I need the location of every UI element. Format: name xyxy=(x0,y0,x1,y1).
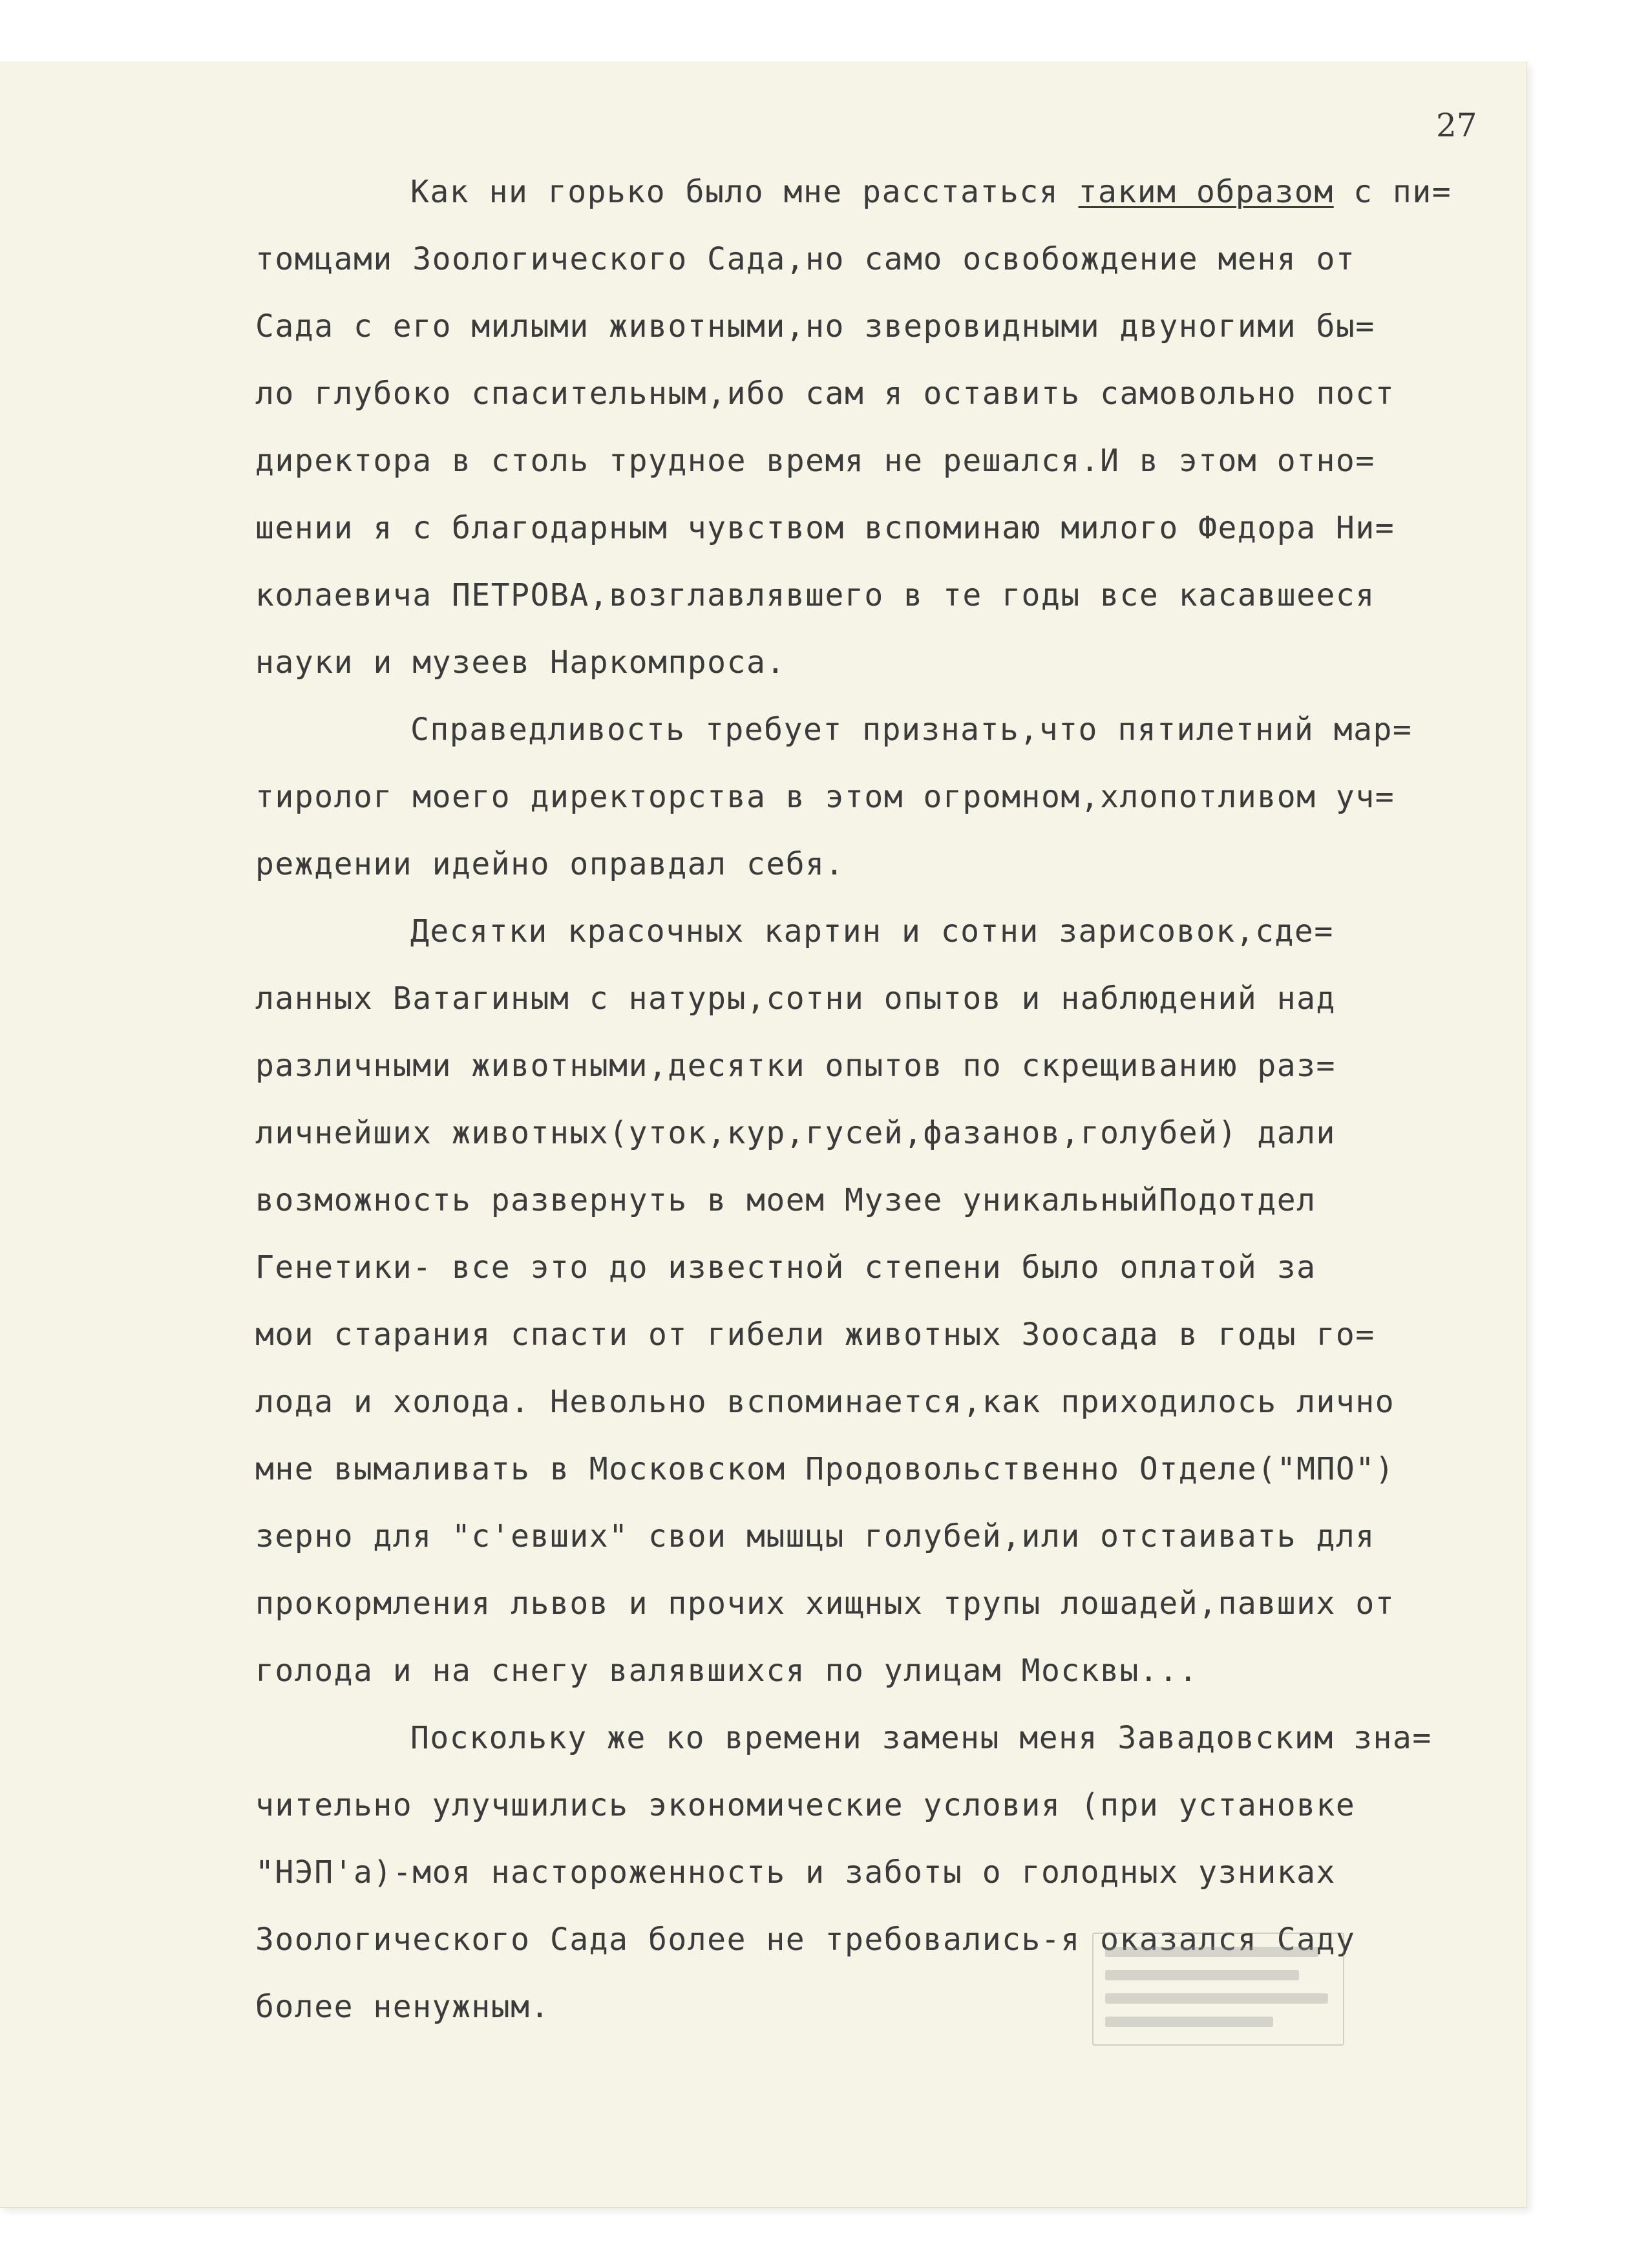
text-segment: колаевича ПЕТРОВА,возглавлявшего в те годы все касавшееся xyxy=(255,577,1375,613)
text-line xyxy=(255,898,1522,965)
text-segment: Генетики- все это до известной степени было оплатой за xyxy=(255,1249,1316,1286)
text-segment: чительно улучшились экономические условия (при установке xyxy=(255,1787,1356,1823)
text-segment: реждении идейно оправдал себя. xyxy=(255,846,845,882)
text-line xyxy=(255,226,1522,293)
text-line xyxy=(255,1772,1522,1839)
text-line xyxy=(255,1637,1522,1704)
archive-stamp xyxy=(1092,1933,1344,2046)
text-segment: Поскольку же ко времени замены меня Завадовским зна= xyxy=(410,1720,1432,1756)
text-line xyxy=(255,1167,1522,1234)
text-segment: прокормления львов и прочих хищных трупы лошадей,павших от xyxy=(255,1585,1395,1622)
text-segment: ло глубоко спасительным,ибо сам я оставить самовольно пост xyxy=(255,376,1395,412)
text-segment: лода и холода. Невольно вспоминается,как приходилось лично xyxy=(255,1384,1395,1420)
text-segment: ланных Ватагиным с натуры,сотни опытов и наблюдений над xyxy=(255,980,1336,1017)
text-line xyxy=(255,965,1522,1032)
text-line xyxy=(255,1436,1522,1503)
text-line xyxy=(255,562,1522,629)
text-line xyxy=(255,629,1522,696)
text-line xyxy=(255,293,1522,360)
text-segment: Как ни горько было мне расстаться xyxy=(410,174,1079,210)
text-line xyxy=(255,831,1522,898)
text-line xyxy=(255,1368,1522,1436)
underlined-phrase: таким образом xyxy=(1078,174,1334,210)
text-line xyxy=(255,1503,1522,1570)
text-segment: голода и на снегу валявшихся по улицам Москвы... xyxy=(255,1653,1199,1689)
text-line xyxy=(255,494,1522,562)
text-segment: Сада с его милыми животными,но зверовидными двуногими бы= xyxy=(255,308,1375,344)
text-segment: Зоологического Сада более не требовались-я оказался Саду xyxy=(255,1922,1356,1958)
text-line xyxy=(255,1234,1522,1301)
text-line xyxy=(255,763,1522,831)
text-line xyxy=(255,1704,1522,1772)
stamp-line xyxy=(1105,1970,1299,1980)
text-segment: более ненужным. xyxy=(255,1989,550,2025)
text-segment: шении я с благодарным чувством вспоминаю милого Федора Ни= xyxy=(255,510,1395,546)
text-line xyxy=(255,158,1522,226)
text-segment: Справедливость требует признать,что пятилетний мар= xyxy=(410,712,1413,748)
text-line xyxy=(255,696,1522,763)
text-segment: мои старания спасти от гибели животных Зоосада в годы го= xyxy=(255,1317,1375,1353)
stamp-line xyxy=(1105,2017,1273,2027)
text-segment: тиролог моего директорства в этом огромном,хлопотливом уч= xyxy=(255,779,1395,815)
text-segment: мне вымаливать в Московском Продовольственно Отделе("МПО") xyxy=(255,1451,1395,1487)
text-segment: личнейших животных(уток,кур,гусей,фазанов,голубей) дали xyxy=(255,1115,1336,1151)
page-number: 27 xyxy=(1436,107,1477,144)
text-line xyxy=(255,1570,1522,1637)
text-line xyxy=(255,427,1522,494)
text-segment: различными животными,десятки опытов по скрещиванию раз= xyxy=(255,1048,1336,1084)
text-line xyxy=(255,1839,1522,1906)
text-line xyxy=(255,1301,1522,1368)
text-segment: томцами Зоологического Сада,но само освобождение меня от xyxy=(255,241,1356,277)
text-line xyxy=(255,1032,1522,1099)
text-segment: директора в столь трудное время не решался.И в этом отно= xyxy=(255,443,1375,479)
text-segment: зерно для "с'евших" свои мышцы голубей,или отстаивать для xyxy=(255,1518,1375,1554)
text-line xyxy=(255,360,1522,427)
text-segment: "НЭП'а)-моя настороженность и заботы о голодных узниках xyxy=(255,1854,1336,1891)
typed-text-body xyxy=(255,158,1522,2040)
text-line xyxy=(255,1099,1522,1167)
stamp-line xyxy=(1105,1993,1328,2004)
text-segment: с пи= xyxy=(1333,174,1452,210)
text-segment: Десятки красочных картин и сотни зарисовок,сде= xyxy=(410,913,1334,949)
text-segment: возможность развернуть в моем Музее уникальныйПодотдел xyxy=(255,1182,1316,1218)
text-segment: науки и музеев Наркомпроса. xyxy=(255,644,786,681)
stamp-line xyxy=(1105,1947,1318,1957)
